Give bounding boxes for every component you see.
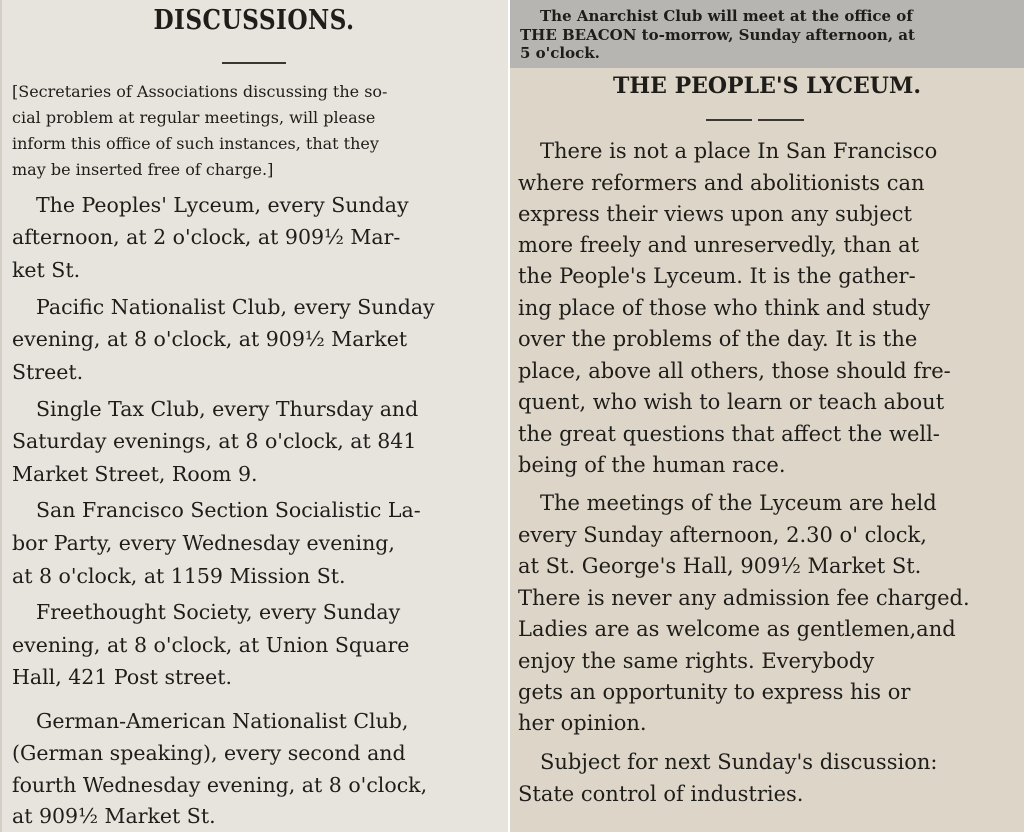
column-edge: [0, 0, 2, 832]
listing-line: at 909½ Market St.: [12, 804, 216, 828]
notice-line: 5 o'clock.: [520, 44, 600, 62]
listing-line: Freethought Society, every Sunday: [36, 600, 401, 624]
editor-note-line: inform this office of such instances, that they: [12, 134, 379, 153]
article-line: over the problems of the day. It is the: [518, 327, 918, 351]
article-line: where reformers and abolitionists can: [518, 171, 925, 195]
lyceum-column: [510, 0, 1024, 832]
listing-line: bor Party, every Wednesday evening,: [12, 531, 395, 555]
listing-line: Hall, 421 Post street.: [12, 665, 233, 689]
article-line: her opinion.: [518, 711, 647, 735]
listing-line: German-American Nationalist Club,: [36, 709, 409, 733]
article-line: gets an opportunity to express his or: [518, 680, 911, 704]
listing-line: Market Street, Room 9.: [12, 462, 258, 486]
editor-note-line: [Secretaries of Associations discussing the so-: [12, 82, 388, 101]
article-line: express their views upon any subject: [518, 202, 912, 226]
article-line: Subject for next Sunday's discussion:: [540, 750, 938, 774]
article-line: Ladies are as welcome as gentlemen,and: [518, 617, 956, 641]
article-line: the People's Lyceum. It is the gather-: [518, 264, 916, 288]
discussions-title: DISCUSSIONS.: [153, 5, 355, 36]
listing-line: afternoon, at 2 o'clock, at 909½ Mar-: [12, 225, 401, 249]
article-line: every Sunday afternoon, 2.30 o' clock,: [518, 523, 927, 547]
notice-line: THE BEACON to-morrow, Sunday afternoon, at: [520, 26, 915, 44]
listing-line: Street.: [12, 360, 84, 384]
notice-line: The Anarchist Club will meet at the office of: [540, 7, 913, 25]
article-line: There is never any admission fee charged.: [518, 586, 970, 610]
anarchist-club-notice: [510, 0, 1024, 68]
editor-note-line: may be inserted free of charge.]: [12, 160, 274, 179]
article-line: the great questions that affect the well-: [518, 422, 940, 446]
article-line: There is not a place In San Francisco: [540, 139, 938, 163]
article-line: at St. George's Hall, 909½ Market St.: [518, 554, 922, 578]
lyceum-title: THE PEOPLE'S LYCEUM.: [613, 73, 921, 99]
listing-line: ket St.: [12, 258, 81, 282]
discussions-column: [0, 0, 508, 832]
article-line: enjoy the same rights. Everybody: [518, 649, 875, 673]
article-line: more freely and unreservedly, than at: [518, 233, 920, 257]
article-line: The meetings of the Lyceum are held: [540, 491, 937, 515]
title-rule: [758, 119, 804, 121]
listing-line: Single Tax Club, every Thursday and: [36, 397, 419, 421]
listing-line: at 8 o'clock, at 1159 Mission St.: [12, 564, 346, 588]
article-line: quent, who wish to learn or teach about: [518, 390, 945, 414]
article-line: ing place of those who think and study: [518, 296, 931, 320]
listing-line: fourth Wednesday evening, at 8 o'clock,: [12, 773, 428, 797]
article-line: being of the human race.: [518, 453, 786, 477]
listing-line: Saturday evenings, at 8 o'clock, at 841: [12, 429, 417, 453]
listing-line: San Francisco Section Socialistic La-: [36, 498, 421, 522]
listing-line: Pacific Nationalist Club, every Sunday: [36, 295, 435, 319]
article-line: State control of industries.: [518, 782, 804, 806]
article-line: place, above all others, those should fre-: [518, 359, 951, 383]
editor-note-line: cial problem at regular meetings, will please: [12, 108, 376, 127]
listing-line: evening, at 8 o'clock, at Union Square: [12, 633, 410, 657]
title-rule: [222, 62, 286, 64]
listing-line: (German speaking), every second and: [12, 741, 406, 765]
listing-line: evening, at 8 o'clock, at 909½ Market: [12, 327, 408, 351]
listing-line: The Peoples' Lyceum, every Sunday: [36, 193, 409, 217]
title-rule: [706, 119, 752, 121]
